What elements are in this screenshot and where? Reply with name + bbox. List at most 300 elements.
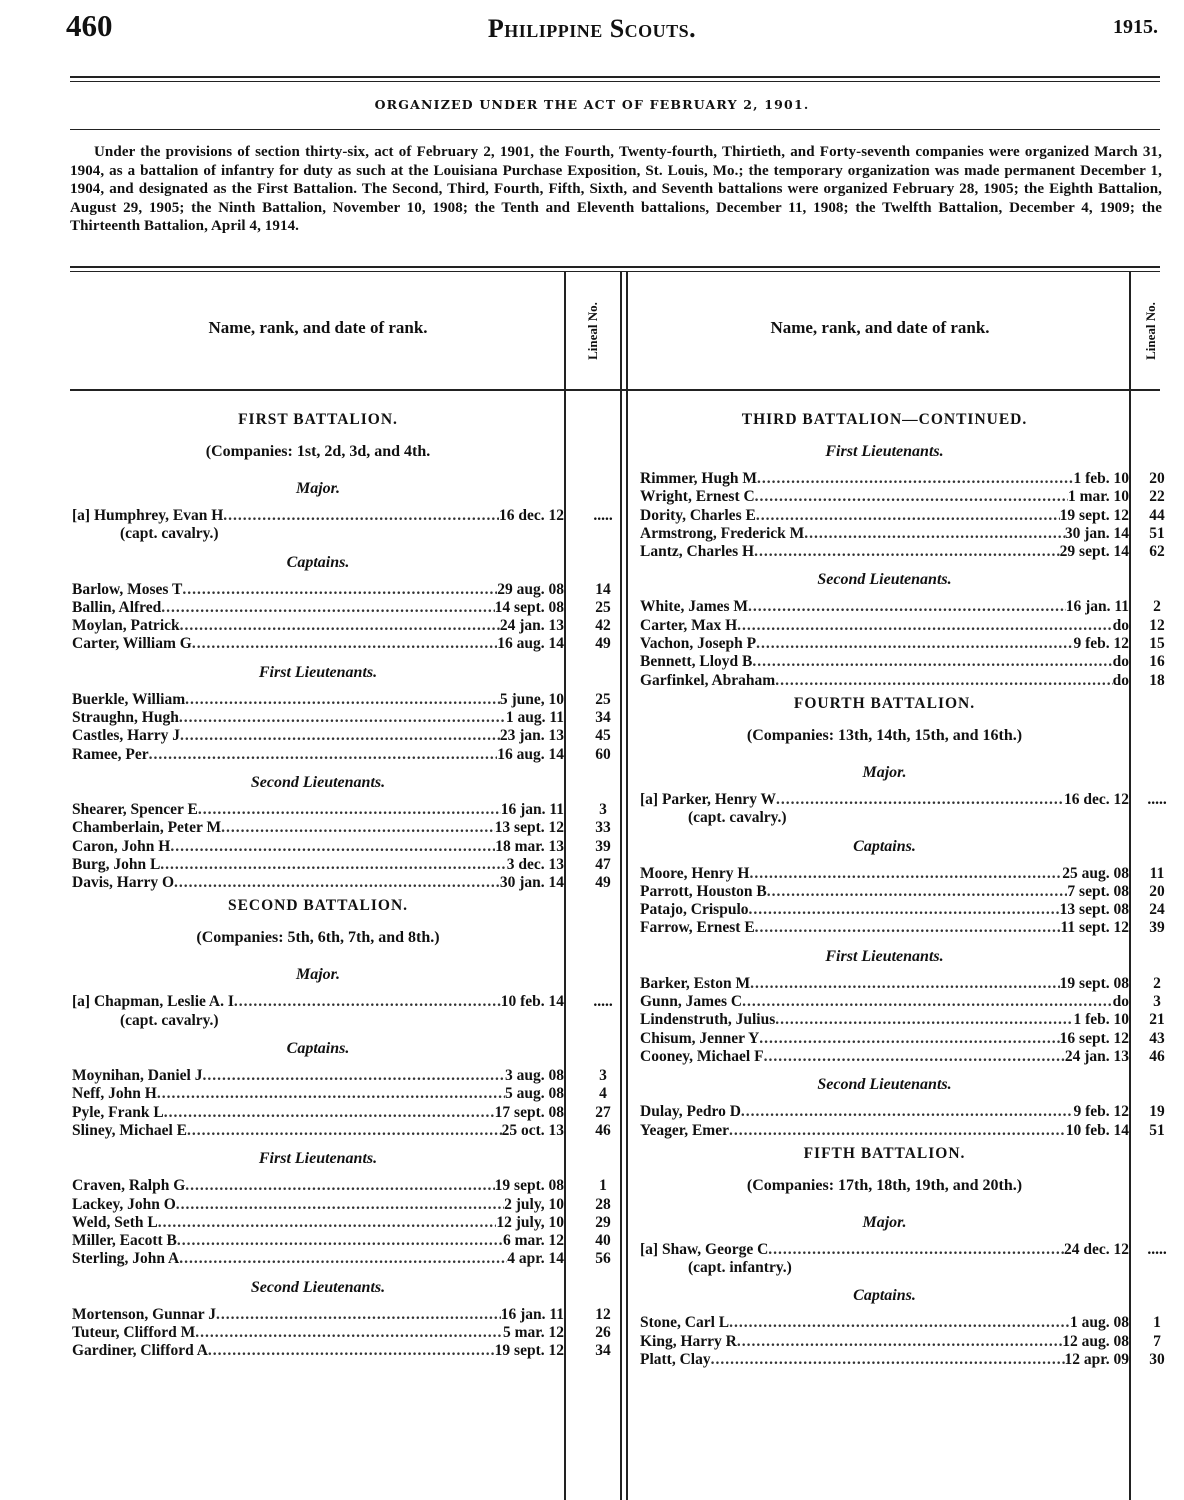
officer-entry <box>72 993 613 1011</box>
lineal-number: 7 <box>1153 1332 1161 1350</box>
officer-name: Ramee, Per <box>72 745 149 763</box>
rank-heading: Major. <box>295 966 340 984</box>
officer-entry <box>640 864 1165 883</box>
officer-name: Weld, Seth L <box>72 1213 158 1231</box>
branch-note: (capt. infantry.) <box>688 1259 792 1277</box>
lineal-number: 15 <box>1149 635 1165 653</box>
rank-date: 1 feb. 10 <box>1073 1011 1129 1029</box>
rank-heading: Second Lieutenants. <box>817 1076 952 1094</box>
rank-date: 10 feb. 14 <box>1065 1121 1129 1139</box>
rank-heading: Second Lieutenants. <box>817 571 952 589</box>
lineal-number: 56 <box>595 1250 611 1268</box>
dot-leader <box>208 1342 495 1360</box>
officer-name: Castles, Harry J <box>72 727 181 745</box>
lineal-number: 22 <box>1149 488 1165 506</box>
officer-name: Pyle, Frank L <box>72 1103 164 1121</box>
lineal-number: 1 <box>599 1177 607 1195</box>
lineal-number: 28 <box>595 1195 611 1213</box>
rank-heading: First Lieutenants. <box>258 1150 378 1168</box>
rank-date: 2 july, 10 <box>504 1195 564 1213</box>
rank-heading: First Lieutenants. <box>825 947 944 965</box>
table-top-rule <box>70 266 1160 268</box>
officer-name: Mortenson, Gunnar J <box>72 1305 216 1323</box>
lineal-number: ..... <box>1147 1240 1167 1258</box>
rank-date: 1 aug. 08 <box>1070 1314 1129 1332</box>
rank-date: 30 jan. 14 <box>499 874 564 892</box>
officer-name: Tuteur, Clifford M <box>72 1324 196 1342</box>
rank-heading: Captains. <box>286 1040 350 1058</box>
battalion-heading: SECOND BATTALION. <box>227 897 409 915</box>
lineal-number: ..... <box>593 507 613 524</box>
companies-note: (Companies: 5th, 6th, 7th, and 8th.) <box>196 929 440 947</box>
lineal-number: 43 <box>1149 1029 1165 1047</box>
officer-entry <box>72 507 613 525</box>
officer-name: Lackey, John O <box>72 1195 176 1213</box>
officer-name: Neff, John H <box>72 1085 157 1103</box>
officer-entry <box>640 974 1161 993</box>
dot-leader <box>752 653 1112 671</box>
rank-date: do <box>1112 671 1129 689</box>
lineal-number: 46 <box>595 1121 611 1139</box>
officer-name: Rimmer, Hugh M <box>640 470 757 487</box>
dot-leader <box>160 856 506 874</box>
officer-entry <box>72 837 611 856</box>
officer-name: Barker, Eston M <box>640 974 751 992</box>
officer-entry <box>72 617 611 635</box>
officer-name: Carter, William G <box>72 635 192 653</box>
column-divider-right-lineal <box>1129 272 1131 1500</box>
officer-name: Moynihan, Daniel J <box>72 1067 203 1085</box>
dot-leader <box>180 617 500 635</box>
rank-date: 9 feb. 12 <box>1073 635 1129 653</box>
dot-leader <box>221 819 495 837</box>
dot-leader <box>737 1333 1062 1351</box>
top-rule <box>70 76 1160 78</box>
lineal-number: 16 <box>1149 653 1165 671</box>
lineal-number: 45 <box>595 727 611 745</box>
companies-note: (Companies: 1st, 2d, 3d, and 4th. <box>205 443 431 460</box>
lineal-number: 62 <box>1149 543 1165 561</box>
lineal-number: 14 <box>595 580 611 598</box>
dot-leader <box>749 901 1060 919</box>
dot-leader <box>164 1104 495 1122</box>
rank-date: 9 feb. 12 <box>1073 1103 1129 1121</box>
officer-name: Patajo, Crispulo <box>640 901 749 919</box>
officer-entry <box>640 488 1165 506</box>
officer-entry <box>72 598 611 617</box>
dot-leader <box>161 599 494 617</box>
dot-leader <box>756 635 1073 653</box>
subtitle-rule <box>70 129 1160 130</box>
officer-name: Buerkle, William <box>72 690 186 708</box>
lineal-number: 2 <box>1153 598 1161 616</box>
officer-entry <box>72 1213 611 1232</box>
officer-name: Gunn, James C <box>640 993 743 1011</box>
officer-name: [a] Shaw, George C <box>640 1240 769 1258</box>
dot-leader <box>179 709 506 727</box>
rank-date: 16 jan. 11 <box>500 800 564 818</box>
rank-date: 19 sept. 08 <box>494 1177 564 1195</box>
lineal-number: 1 <box>1153 1314 1161 1332</box>
rank-date: 18 mar. 13 <box>495 837 564 855</box>
officer-entry <box>640 1103 1165 1121</box>
rank-date: 10 feb. 14 <box>500 993 564 1011</box>
officer-name: Lindenstruth, Julius <box>640 1011 776 1029</box>
officer-name: [a] Chapman, Leslie A. I <box>72 993 234 1011</box>
dot-leader <box>729 1314 1070 1332</box>
officer-entry <box>72 1324 611 1342</box>
dot-leader <box>170 838 495 856</box>
rank-heading: First Lieutenants. <box>258 663 378 681</box>
officer-name: Garfinkel, Abraham <box>640 671 776 689</box>
rank-date: 19 sept. 12 <box>1059 506 1129 524</box>
officer-entry <box>72 690 611 709</box>
rank-date: 24 jan. 13 <box>499 617 564 635</box>
rank-date: 25 aug. 08 <box>1062 864 1129 882</box>
dot-leader <box>756 507 1060 525</box>
lineal-number: 11 <box>1149 864 1165 882</box>
officer-name: Moylan, Patrick <box>72 617 180 635</box>
dot-leader <box>195 1324 503 1342</box>
dot-leader <box>729 1122 1066 1140</box>
officer-name: Farrow, Ernest E <box>640 919 755 937</box>
rank-date: 16 dec. 12 <box>1063 790 1129 808</box>
rank-date: 12 aug. 08 <box>1062 1332 1129 1350</box>
rank-date: 16 jan. 11 <box>1065 598 1129 616</box>
officer-name: [a] Humphrey, Evan H <box>72 507 224 524</box>
right-column <box>640 406 1167 1369</box>
rank-heading: Second Lieutenants. <box>250 1278 386 1296</box>
rank-date: 5 aug. 08 <box>505 1085 564 1103</box>
lineal-number: 3 <box>599 800 607 818</box>
rank-date: 16 aug. 14 <box>497 635 564 653</box>
officer-name: Dulay, Pedro D <box>640 1103 741 1121</box>
left-column <box>72 406 613 1361</box>
officer-name: Cooney, Michael F <box>640 1047 764 1065</box>
officer-name: Chamberlain, Peter M <box>72 819 222 837</box>
dot-leader <box>223 507 499 525</box>
dot-leader <box>176 1196 504 1214</box>
rank-heading: Major. <box>295 480 340 497</box>
officer-name: Craven, Ralph G <box>72 1177 186 1195</box>
rank-date: 11 sept. 12 <box>1060 919 1129 937</box>
rank-heading: Major. <box>862 763 907 781</box>
rank-date: 12 apr. 09 <box>1064 1351 1129 1369</box>
rank-date: 7 sept. 08 <box>1067 882 1129 900</box>
rank-date: do <box>1112 653 1129 671</box>
officer-name: Miller, Eacott B <box>72 1232 177 1250</box>
rank-heading: Captains. <box>286 553 350 571</box>
lineal-number: 3 <box>599 1067 607 1085</box>
rank-date: 13 sept. 12 <box>494 819 564 837</box>
rank-date: 1 aug. 11 <box>505 709 564 727</box>
table-top-rule-thin <box>70 271 1160 272</box>
dot-leader <box>749 865 1062 883</box>
officer-entry <box>72 1085 607 1103</box>
officer-entry <box>72 819 611 837</box>
lineal-number: 20 <box>1149 470 1165 487</box>
officer-entry <box>72 1067 607 1085</box>
officer-name: Sterling, John A <box>72 1250 180 1268</box>
officer-name: Carter, Max H <box>640 616 738 634</box>
dot-leader <box>755 919 1061 937</box>
rank-date: 29 aug. 08 <box>497 580 564 598</box>
rank-date: 19 sept. 08 <box>1059 974 1129 992</box>
officer-entry <box>72 745 611 764</box>
dot-leader <box>755 488 1068 506</box>
rank-date: 5 june, 10 <box>499 690 564 708</box>
officer-entry <box>72 1103 611 1122</box>
officer-entry <box>640 1351 1165 1369</box>
rank-date: 24 jan. 13 <box>1064 1047 1129 1065</box>
dot-leader <box>742 993 1113 1011</box>
officer-entry <box>72 1305 611 1324</box>
officer-entry <box>72 1250 611 1268</box>
rank-date: 24 dec. 12 <box>1063 1240 1129 1258</box>
rank-date: 19 sept. 12 <box>494 1342 564 1360</box>
lineal-number: 2 <box>1153 974 1161 992</box>
lineal-number: 20 <box>1149 882 1165 900</box>
rank-date: 6 mar. 12 <box>503 1232 564 1250</box>
battalion-heading: FOURTH BATTALION. <box>793 694 976 712</box>
page-title: Philippine Scouts. <box>487 14 697 43</box>
lineal-number: 27 <box>595 1103 611 1121</box>
officer-entry <box>72 855 611 874</box>
officer-entry <box>72 727 611 745</box>
dot-leader <box>759 1030 1059 1048</box>
dot-leader <box>216 1306 501 1324</box>
dot-leader <box>754 543 1060 561</box>
officer-entry <box>72 800 607 819</box>
dot-leader <box>234 993 501 1011</box>
officer-entry <box>640 1332 1161 1351</box>
rank-date: do <box>1112 993 1129 1011</box>
rank-date: 3 aug. 08 <box>505 1067 564 1085</box>
dot-leader <box>764 1048 1065 1066</box>
officer-name: Armstrong, Frederick M <box>640 524 805 542</box>
lineal-number: ..... <box>1147 790 1167 808</box>
officer-name: Davis, Harry O <box>72 874 175 892</box>
rank-date: 3 dec. 13 <box>506 855 564 873</box>
officer-entry <box>72 1195 611 1214</box>
dot-leader <box>192 635 497 653</box>
dot-leader <box>804 525 1065 543</box>
officer-name: Chisum, Jenner Y <box>640 1029 760 1047</box>
rank-date: do <box>1112 616 1129 634</box>
rank-date: 16 jan. 11 <box>500 1305 564 1323</box>
officer-name: Straughn, Hugh <box>72 709 179 727</box>
rank-heading: Captains. <box>853 1287 916 1305</box>
officer-entry <box>640 790 1167 809</box>
officer-name: Stone, Carl L <box>640 1314 730 1332</box>
officer-entry <box>640 598 1161 616</box>
officer-name: Caron, John H <box>72 837 171 855</box>
officer-entry <box>72 1121 611 1140</box>
name-column-header-right: Name, rank, and date of rank. <box>770 318 990 337</box>
branch-note: (capt. cavalry.) <box>120 525 219 543</box>
lineal-number: 19 <box>1149 1103 1165 1121</box>
lineal-number: 12 <box>595 1305 611 1323</box>
dot-leader <box>198 801 501 819</box>
officer-name: Lantz, Charles H <box>640 543 755 561</box>
top-rule-thin <box>70 81 1160 82</box>
lineal-number: 25 <box>595 690 611 708</box>
officer-entry <box>640 1011 1165 1029</box>
officer-name: Moore, Henry H <box>640 864 750 882</box>
rank-date: 12 july, 10 <box>496 1213 564 1231</box>
lineal-number: 34 <box>595 1342 611 1360</box>
dot-leader <box>775 1011 1073 1029</box>
rank-date: 14 sept. 08 <box>494 598 564 616</box>
lineal-number: 29 <box>595 1213 611 1231</box>
dot-leader <box>741 1103 1074 1121</box>
battalion-heading: FIRST BATTALION. <box>238 411 398 428</box>
rank-date: 13 sept. 08 <box>1059 901 1129 919</box>
rank-date: 25 oct. 13 <box>501 1121 564 1139</box>
officer-name: Gardiner, Clifford A <box>72 1342 208 1360</box>
lineal-number: 40 <box>595 1232 611 1250</box>
officer-name: Shearer, Spencer E <box>72 800 198 818</box>
officer-name: Sliney, Michael E <box>72 1121 187 1139</box>
lineal-number: 34 <box>595 709 611 727</box>
officer-name: Bennett, Lloyd B <box>640 653 753 671</box>
lineal-number: 24 <box>1149 901 1165 919</box>
rank-date: 4 apr. 14 <box>507 1250 564 1268</box>
lineal-number: 42 <box>595 617 611 635</box>
lineal-number: 51 <box>1149 524 1165 542</box>
lineal-number: 51 <box>1149 1121 1165 1139</box>
rank-date: 1 feb. 10 <box>1073 470 1129 487</box>
officer-entry <box>640 506 1165 525</box>
rank-heading: Major. <box>862 1213 907 1231</box>
officer-name: Platt, Clay <box>640 1351 711 1369</box>
page-year: 1915. <box>1113 16 1158 38</box>
lineal-number: 3 <box>1153 993 1161 1011</box>
officer-name: King, Harry R <box>640 1332 737 1350</box>
officer-entry <box>72 709 611 727</box>
rank-date: 16 sept. 12 <box>1059 1029 1129 1047</box>
lineal-number: 33 <box>595 819 611 837</box>
officer-entry <box>640 1047 1165 1066</box>
dot-leader <box>776 791 1064 809</box>
lineal-number: 26 <box>595 1324 611 1342</box>
rank-heading: Captains. <box>853 837 916 855</box>
officer-entry <box>72 1232 611 1250</box>
lineal-number: 39 <box>595 837 611 855</box>
dot-leader <box>748 598 1066 616</box>
lineal-number: 4 <box>599 1085 607 1103</box>
rank-date: 5 mar. 12 <box>503 1324 564 1342</box>
officer-entry <box>640 543 1165 561</box>
dot-leader <box>182 581 497 599</box>
officer-entry <box>640 993 1161 1011</box>
lineal-number: 60 <box>595 745 611 763</box>
lineal-number: 25 <box>595 598 611 616</box>
rank-date: 29 sept. 14 <box>1059 543 1129 561</box>
lineal-number: 39 <box>1149 919 1165 937</box>
officer-entry <box>640 671 1165 690</box>
dot-leader <box>158 1214 497 1232</box>
column-divider-left-lineal <box>564 272 566 1500</box>
officer-entry <box>640 635 1165 653</box>
dot-leader <box>177 1232 503 1250</box>
rank-heading: First Lieutenants. <box>825 443 944 460</box>
officer-name: Dority, Charles E <box>640 506 756 524</box>
officer-entry <box>640 901 1165 919</box>
dot-leader <box>775 672 1112 690</box>
officer-entry <box>640 524 1165 543</box>
lineal-number: 21 <box>1149 1011 1165 1029</box>
dot-leader <box>180 727 500 745</box>
battalion-heading: THIRD BATTALION—CONTINUED. <box>741 411 1028 428</box>
officer-entry <box>640 1029 1165 1048</box>
officer-entry <box>72 580 611 599</box>
subtitle: ORGANIZED UNDER THE ACT OF FEBRUARY 2, 1901. <box>374 97 810 112</box>
officer-entry <box>640 616 1165 635</box>
officer-entry <box>72 1342 611 1360</box>
dot-leader <box>750 975 1060 993</box>
officer-entry <box>72 635 611 653</box>
lineal-column-header-right: Lineal No. <box>1143 302 1158 360</box>
dot-leader <box>185 691 500 709</box>
dot-leader <box>768 1241 1064 1259</box>
lineal-number: 18 <box>1149 671 1165 689</box>
lineal-number: 47 <box>595 855 611 873</box>
page-number: 460 <box>66 8 113 43</box>
officer-name: Vachon, Joseph P <box>640 635 757 653</box>
battalion-heading: FIFTH BATTALION. <box>803 1144 966 1162</box>
lineal-column-header-left: Lineal No. <box>585 302 600 360</box>
officer-entry <box>72 1177 607 1195</box>
rank-date: 30 jan. 14 <box>1064 524 1129 542</box>
dot-leader <box>202 1067 505 1085</box>
officer-name: White, James M <box>640 598 749 616</box>
dot-leader <box>187 1122 502 1140</box>
lineal-number: 44 <box>1149 506 1165 524</box>
dot-leader <box>737 617 1112 635</box>
officer-name: Barlow, Moses T <box>72 580 183 598</box>
officer-name: [a] Parker, Henry W <box>640 790 777 808</box>
officer-entry <box>72 874 611 892</box>
lineal-number: 49 <box>595 635 611 653</box>
rank-date: 1 mar. 10 <box>1068 488 1129 506</box>
officer-entry <box>640 1121 1165 1140</box>
name-column-header-left: Name, rank, and date of rank. <box>208 318 428 337</box>
rank-date: 23 jan. 13 <box>499 727 564 745</box>
officer-entry <box>640 470 1165 488</box>
officer-entry <box>640 653 1165 671</box>
dot-leader <box>179 1250 507 1268</box>
rank-date: 16 dec. 12 <box>498 507 564 524</box>
rank-date: 16 aug. 14 <box>497 745 564 763</box>
officer-name: Yeager, Emer <box>640 1121 729 1139</box>
branch-note: (capt. cavalry.) <box>688 809 787 827</box>
officer-name: Parrott, Houston B <box>640 882 767 900</box>
dot-leader <box>185 1177 494 1195</box>
officer-entry <box>640 882 1165 901</box>
intro-paragraph: Under the provisions of section thirty-six, act of February 2, 1901, the Fourth, Twenty-fourth, Thirtieth, and Forty-seventh companies were organized March 31, 1904, as a battalion of infantry for duty as such at the Louisiana Purchase Exposition, St. Louis, Mo.; the temporary organization was made permanent December 1, 1904, and designated as the First Battalion. The Second, Third, Fourth, Fifth, Sixth, and Seventh battalions were organized February 28, 1905; the Eighth Battalion, August 29, 1905; the Ninth Battalion, November 10, 1908; the Tenth and Eleventh battalions, December 11, 1908; the Twelfth Battalion, December 4, 1909; the Thirteenth Battalion, April 4, 1914. <box>70 144 1162 235</box>
lineal-number: 30 <box>1149 1351 1165 1369</box>
officer-entry <box>640 1240 1167 1259</box>
rank-date: 17 sept. 08 <box>494 1103 564 1121</box>
dot-leader <box>757 470 1073 488</box>
companies-note: (Companies: 13th, 14th, 15th, and 16th.) <box>746 726 1023 744</box>
header-bottom-rule <box>70 389 1160 391</box>
lineal-number: 46 <box>1149 1047 1165 1065</box>
rank-heading: Second Lieutenants. <box>250 773 386 791</box>
dot-leader <box>174 874 500 892</box>
lineal-number: 49 <box>595 874 611 892</box>
